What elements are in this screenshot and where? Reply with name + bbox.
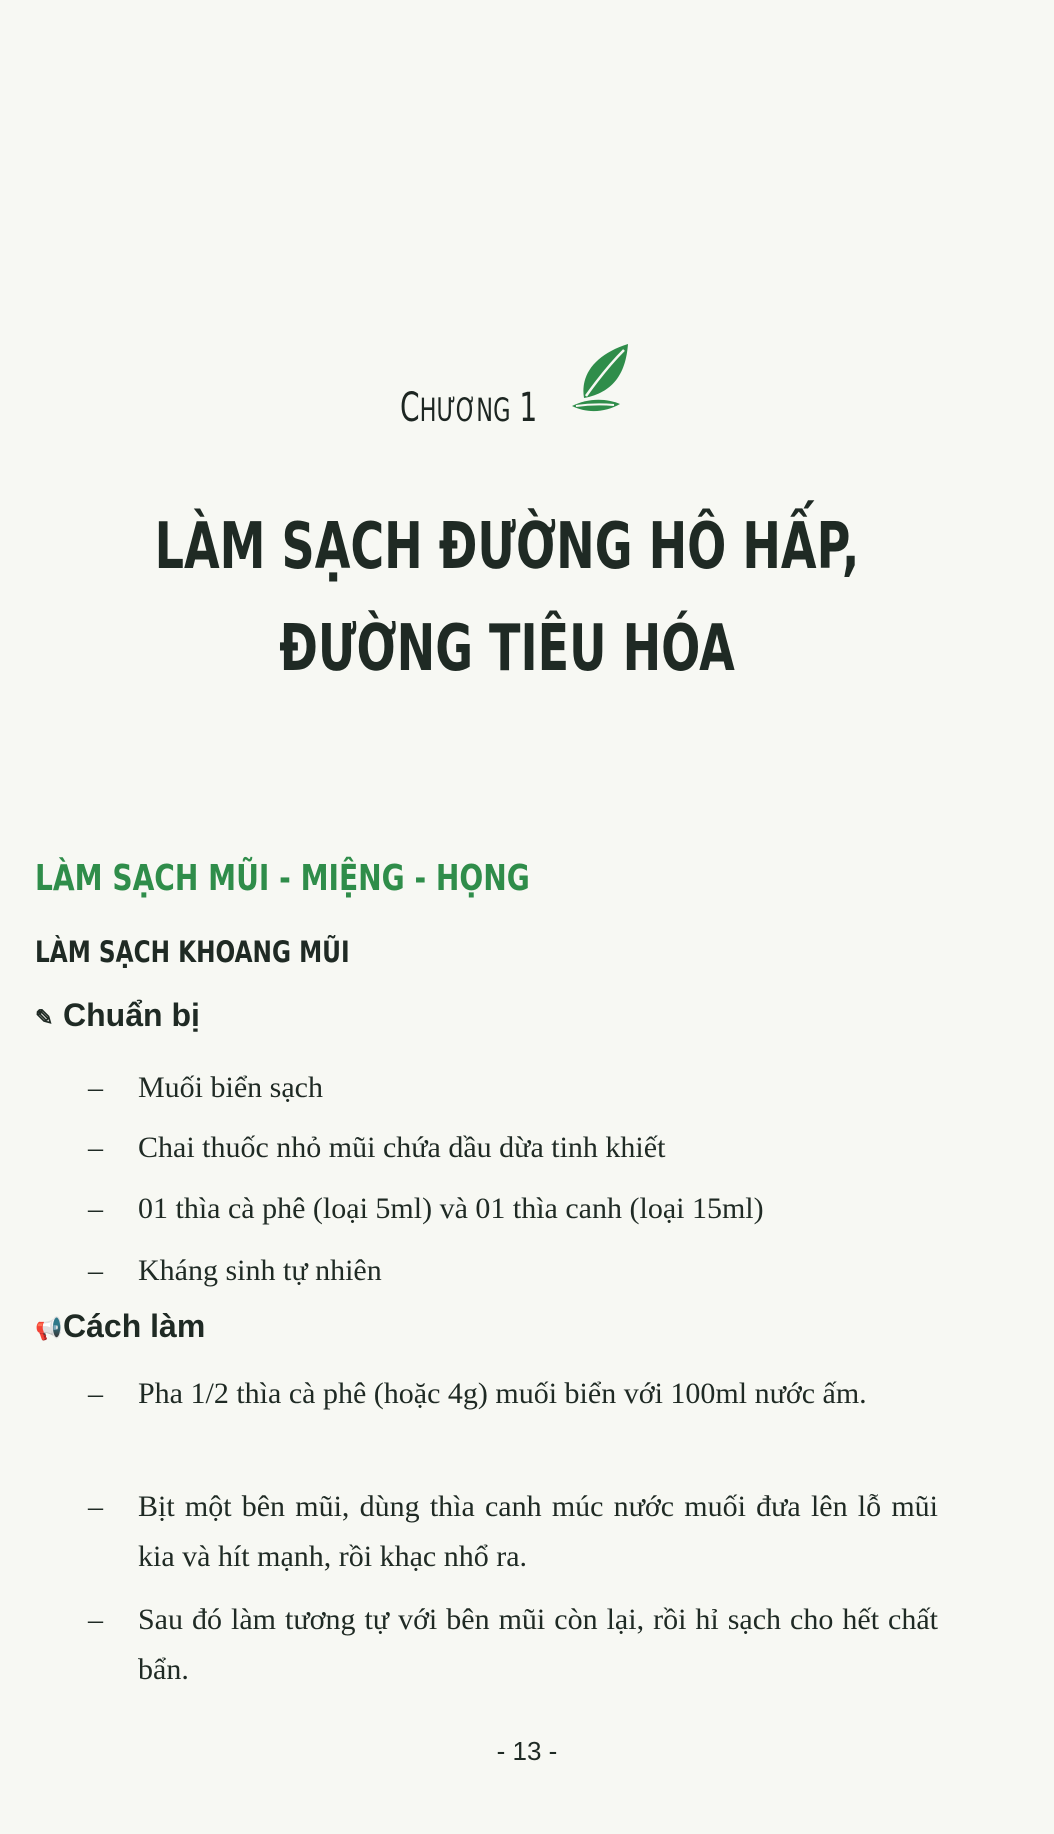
- list-item: [88, 1595, 938, 1695]
- chapter-label-initial: C: [400, 385, 420, 431]
- chapter-number: 1: [519, 385, 538, 431]
- list-dash: –: [88, 1131, 103, 1164]
- list-dash: –: [88, 1254, 103, 1287]
- list-item: [88, 1246, 938, 1296]
- list-item: [88, 1184, 938, 1234]
- pencil-icon: ✎: [35, 1004, 54, 1030]
- chapter-title-line-2: ĐƯỜNG TIÊU HÓA: [279, 612, 735, 686]
- list-dash: –: [88, 1377, 103, 1410]
- list-item-text: Bịt một bên mũi, dùng thìa canh múc nước muối đưa lên lỗ mũi kia và hít mạnh, rồi khạc nhổ ra.: [138, 1490, 938, 1573]
- list-dash: –: [88, 1071, 103, 1104]
- subsection-heading: LÀM SẠCH KHOANG MŨI: [35, 935, 350, 969]
- prep-heading-label: Chuẩn bị: [63, 997, 200, 1033]
- list-item-text: Chai thuốc nhỏ mũi chứa dầu dừa tinh khiết: [138, 1131, 666, 1164]
- list-item: [88, 1482, 938, 1582]
- list-item-text: Pha 1/2 thìa cà phê (hoặc 4g) muối biển với 100ml nước ấm.: [138, 1377, 867, 1410]
- chapter-label-rest: HƯƠNG: [419, 391, 511, 429]
- prep-heading: [35, 997, 200, 1034]
- megaphone-icon: 📢: [35, 1315, 63, 1341]
- method-heading: [35, 1308, 205, 1345]
- list-dash: –: [88, 1192, 103, 1225]
- method-heading-label: Cách làm: [63, 1308, 206, 1344]
- section-heading: LÀM SẠCH MŨI - MIỆNG - HỌNG: [35, 858, 530, 899]
- list-dash: –: [88, 1490, 103, 1523]
- list-item: [88, 1123, 938, 1173]
- list-item: [88, 1063, 938, 1113]
- list-item-text: Sau đó làm tương tự với bên mũi còn lại, rồi hỉ sạch cho hết chất bẩn.: [138, 1603, 938, 1686]
- page-number: - 13 -: [496, 1736, 558, 1766]
- chapter-title-line-1: LÀM SẠCH ĐƯỜNG HÔ HẤP,: [154, 510, 860, 584]
- chapter-label: [400, 385, 537, 431]
- list-item: [88, 1369, 938, 1419]
- list-item-text: Muối biển sạch: [138, 1071, 323, 1104]
- list-item-text: 01 thìa cà phê (loại 5ml) và 01 thìa canh (loại 15ml): [138, 1192, 764, 1225]
- list-item-text: Kháng sinh tự nhiên: [138, 1254, 382, 1287]
- leaf-icon: [570, 340, 632, 418]
- list-dash: –: [88, 1603, 103, 1636]
